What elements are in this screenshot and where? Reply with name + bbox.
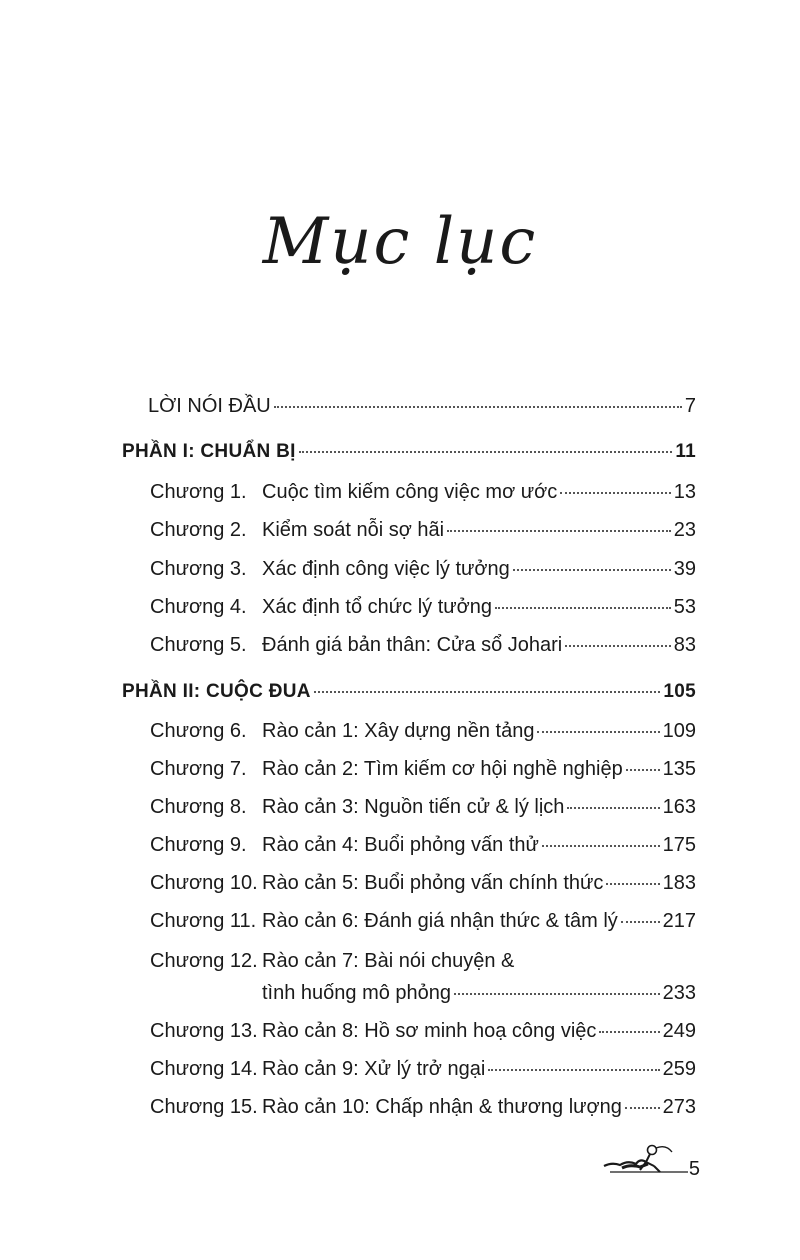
dot-leader xyxy=(447,530,671,532)
dot-leader xyxy=(599,1031,659,1033)
chapter-number: Chương 3. xyxy=(150,558,247,580)
entry-title: tình huống mô phỏng xyxy=(262,982,452,1004)
entry-page: 163 xyxy=(662,796,696,818)
entry-page: 53 xyxy=(673,596,696,618)
entry-title: Rào cản 10: Chấp nhận & thương lượng xyxy=(262,1096,622,1118)
chapter-number: Chương 10. xyxy=(150,872,258,894)
entry-title: Xác định tổ chức lý tưởng xyxy=(262,596,492,618)
chapter-number: Chương 11. xyxy=(150,910,257,932)
entry-page: 13 xyxy=(673,481,696,503)
toc-entry-chapter-11 xyxy=(150,908,696,934)
entry-title: LỜI NÓI ĐẦU xyxy=(148,395,271,417)
dot-leader xyxy=(274,406,682,408)
entry-page: 273 xyxy=(662,1096,696,1118)
entry-title: Rào cản 9: Xử lý trở ngại xyxy=(262,1058,486,1080)
toc-part-1 xyxy=(122,439,696,465)
dot-leader xyxy=(454,993,660,995)
entry-page: 259 xyxy=(662,1058,696,1080)
dot-leader xyxy=(626,769,660,771)
dot-leader xyxy=(606,883,659,885)
toc-entry-chapter-12-cont xyxy=(262,980,696,1006)
toc-entry-chapter-4 xyxy=(150,594,696,620)
chapter-number: Chương 13. xyxy=(150,1020,258,1042)
chapter-number: Chương 15. xyxy=(150,1096,258,1118)
dot-leader xyxy=(495,607,671,609)
toc-entry-chapter-13 xyxy=(150,1018,696,1044)
dot-leader xyxy=(488,1069,659,1071)
entry-title: Rào cản 8: Hồ sơ minh hoạ công việc xyxy=(262,1020,597,1042)
entry-title: Xác định công việc lý tưởng xyxy=(262,558,510,580)
entry-title: Rào cản 3: Nguồn tiến cử & lý lịch xyxy=(262,796,565,818)
entry-page: 217 xyxy=(662,910,696,932)
chapter-number: Chương 12. xyxy=(150,950,258,972)
entry-page: 109 xyxy=(662,720,696,742)
chapter-number: Chương 6. xyxy=(150,720,247,742)
dot-leader xyxy=(625,1107,660,1109)
dot-leader xyxy=(513,569,671,571)
chapter-number: Chương 7. xyxy=(150,758,247,780)
dot-leader xyxy=(565,645,671,647)
page-title: Mục lục xyxy=(262,205,538,279)
dot-leader xyxy=(560,492,671,494)
toc-entry-chapter-1 xyxy=(150,479,696,505)
part-title: PHẦN I: CHUẨN BỊ xyxy=(122,441,296,462)
runner-ornament-icon xyxy=(600,1140,695,1180)
toc-entry-chapter-14 xyxy=(150,1056,696,1082)
entry-title: Cuộc tìm kiếm công việc mơ ước xyxy=(262,481,558,503)
entry-page: 39 xyxy=(673,558,696,580)
toc-entry-chapter-2 xyxy=(150,517,696,543)
entry-title: Rào cản 6: Đánh giá nhận thức & tâm lý xyxy=(262,910,618,932)
dot-leader xyxy=(314,691,661,693)
toc-entry-chapter-3 xyxy=(150,556,696,582)
dot-leader xyxy=(299,451,673,453)
page-number: 5 xyxy=(688,1158,700,1180)
dot-leader xyxy=(567,807,659,809)
dot-leader xyxy=(542,845,660,847)
chapter-number: Chương 8. xyxy=(150,796,247,818)
entry-title: Rào cản 4: Buổi phỏng vấn thử xyxy=(262,834,539,856)
toc-entry-chapter-9 xyxy=(150,832,696,858)
entry-title: Đánh giá bản thân: Cửa sổ Johari xyxy=(262,634,563,656)
entry-page: 105 xyxy=(663,681,696,702)
entry-title: Rào cản 7: Bài nói chuyện & xyxy=(262,950,515,972)
entry-page: 23 xyxy=(673,519,696,541)
entry-page: 175 xyxy=(662,834,696,856)
toc-entry-chapter-15 xyxy=(150,1094,696,1120)
chapter-number: Chương 1. xyxy=(150,481,247,503)
entry-title: Rào cản 1: Xây dựng nền tảng xyxy=(262,720,535,742)
page-footer xyxy=(600,1140,710,1180)
entry-title: Kiểm soát nỗi sợ hãi xyxy=(262,519,445,541)
entry-page: 249 xyxy=(662,1020,696,1042)
chapter-number: Chương 2. xyxy=(150,519,247,541)
toc-entry-chapter-10 xyxy=(150,870,696,896)
toc-part-2 xyxy=(122,679,696,705)
toc-entry-chapter-5 xyxy=(150,632,696,658)
chapter-number: Chương 9. xyxy=(150,834,247,856)
chapter-number: Chương 5. xyxy=(150,634,247,656)
dot-leader xyxy=(621,921,660,923)
entry-page: 233 xyxy=(662,982,696,1004)
toc-entry-chapter-8 xyxy=(150,794,696,820)
entry-page: 183 xyxy=(662,872,696,894)
chapter-number: Chương 14. xyxy=(150,1058,258,1080)
toc-entry-chapter-12 xyxy=(150,948,696,974)
entry-title: Rào cản 5: Buổi phỏng vấn chính thức xyxy=(262,872,604,894)
entry-page: 83 xyxy=(673,634,696,656)
entry-page: 11 xyxy=(675,441,696,462)
toc-entry-preface xyxy=(148,393,696,419)
part-title: PHẦN II: CUỘC ĐUA xyxy=(122,681,311,702)
toc-entry-chapter-7 xyxy=(150,756,696,782)
dot-leader xyxy=(537,731,659,733)
entry-page: 7 xyxy=(684,395,696,417)
chapter-number: Chương 4. xyxy=(150,596,247,618)
entry-page: 135 xyxy=(662,758,696,780)
toc-entry-chapter-6 xyxy=(150,718,696,744)
entry-title: Rào cản 2: Tìm kiếm cơ hội nghề nghiệp xyxy=(262,758,623,780)
